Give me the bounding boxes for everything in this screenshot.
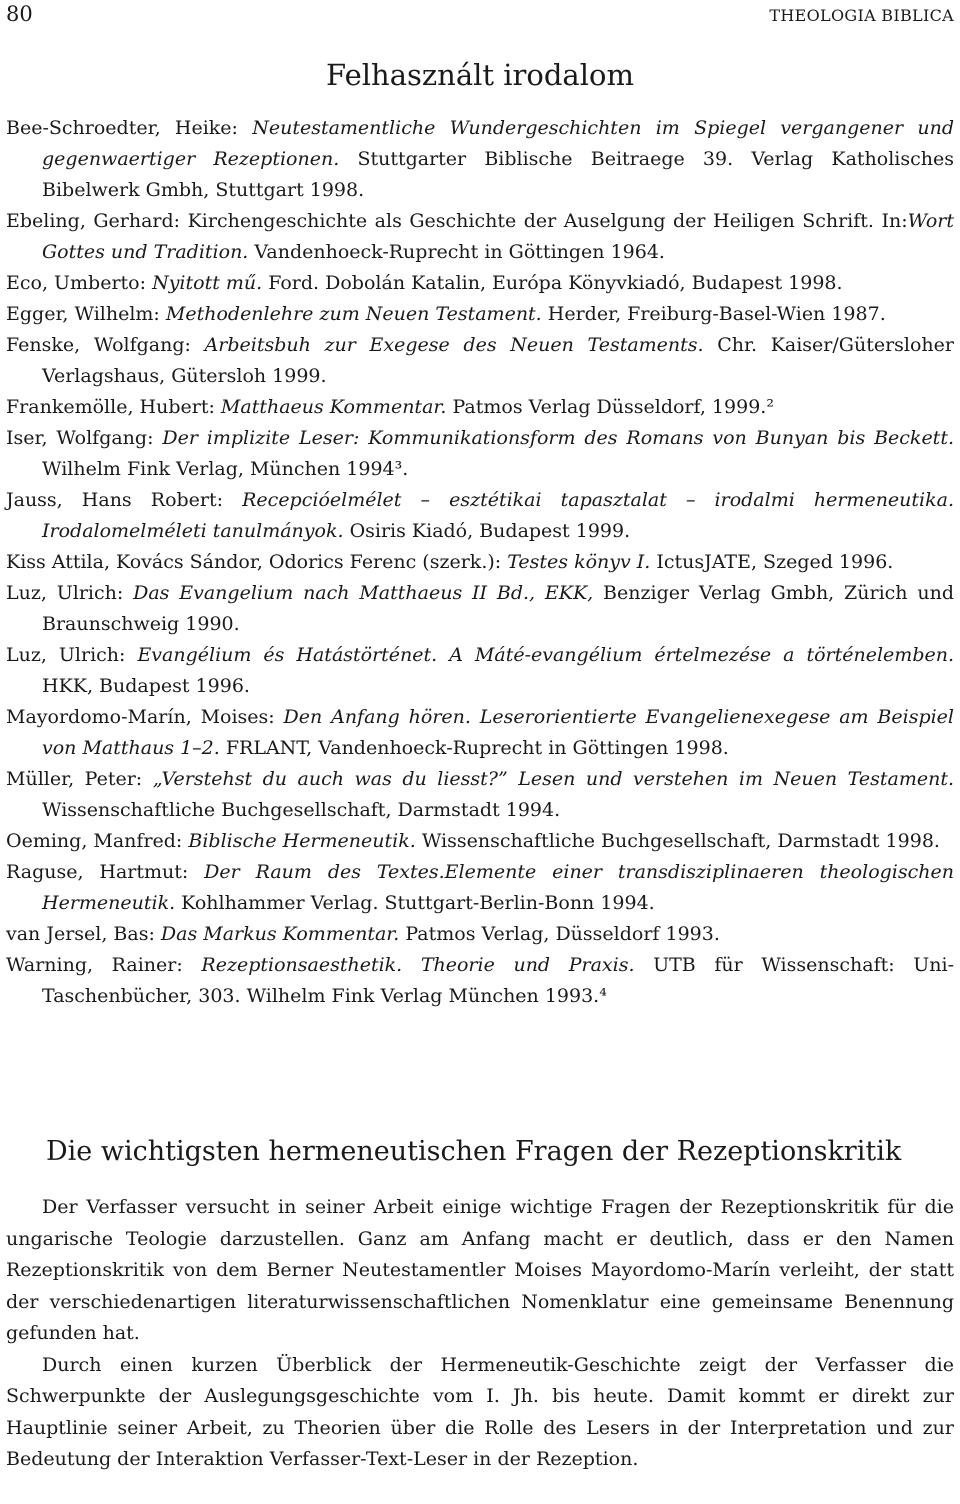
page-header	[6, 2, 954, 32]
paragraph: Der Verfasser versucht in seiner Arbeit einige wichtige Fragen der Rezeptionskritik für die ungarische Teologie darzustellen. Ganz am Anfang macht er deutlich, dass er den Namen Rezeptionskritik von dem Berner Neutestamentler Moises Mayordomo-Marín verleiht, der statt der verschiedenartigen literaturwissenschaftlichen Nomenklatur eine gemeinsame Benennung gefunden hat.	[6, 1196, 954, 1344]
running-title: THEOLOGIA BIBLICA	[769, 6, 954, 25]
bib-publication: Patmos Verlag, Düsseldorf 1993.	[399, 923, 720, 945]
bib-author: Jauss, Hans Robert:	[6, 489, 243, 511]
bib-author: Bee-Schroedter, Heike:	[6, 117, 253, 139]
bib-title: Methodenlehre zum Neuen Testament.	[165, 303, 542, 325]
bib-entry	[6, 857, 954, 919]
bib-publication: FRLANT, Vandenhoeck-Ruprecht in Göttingen 1998.	[219, 737, 729, 759]
bibliography-list	[6, 113, 954, 1012]
bib-author: Mayordomo-Marín, Moises:	[6, 706, 284, 728]
bib-title: Wort Gottes und Tradition.	[42, 210, 954, 263]
bib-entry	[6, 764, 954, 826]
bib-author: Oeming, Manfred:	[6, 830, 189, 852]
bib-publication: Wilhelm Fink Verlag, München 1994³.	[42, 458, 409, 480]
bib-title: Recepcióelmélet – esztétikai tapasztalat – irodalmi hermeneutika. Irodalomelméleti tanulmányok.	[42, 489, 955, 542]
bib-publication: Kohlhammer Verlag. Stuttgart-Berlin-Bonn 1994.	[175, 892, 655, 914]
bib-author: Egger, Wilhelm:	[6, 303, 166, 325]
bib-entry	[6, 330, 954, 392]
bib-entry	[6, 485, 954, 547]
bib-entry	[6, 547, 954, 578]
bib-entry	[6, 640, 954, 702]
bib-title: Nyitott mű.	[152, 272, 263, 294]
bib-author: van Jersel, Bas:	[6, 923, 161, 945]
bib-author: Fenske, Wolfgang:	[6, 334, 205, 356]
bib-publication: Patmos Verlag Düsseldorf, 1999.²	[446, 396, 774, 418]
bib-author: Luz, Ulrich:	[6, 644, 138, 666]
bib-title: Arbeitsbuh zur Exegese des Neuen Testaments.	[204, 334, 704, 356]
bib-publication: Ford. Dobolán Katalin, Európa Könyvkiadó, Budapest 1998.	[262, 272, 843, 294]
bib-entry	[6, 206, 954, 268]
bib-title: Matthaeus Kommentar.	[220, 396, 447, 418]
bib-author: Eco, Umberto:	[6, 272, 153, 294]
bib-title: Evangélium és Hatástörténet. A Máté-evangélium értelmezése a történelemben.	[137, 644, 955, 666]
bib-publication: HKK, Budapest 1996.	[42, 675, 250, 697]
bib-publication: IctusJATE, Szeged 1996.	[650, 551, 894, 573]
bib-title: Der Raum des Textes.Elemente einer transdisziplinaeren theologischen Hermeneutik.	[42, 861, 954, 914]
bib-publication: Benziger Verlag Gmbh, Zürich und Braunschweig 1990.	[42, 582, 954, 635]
bib-entry	[6, 578, 954, 640]
bib-publication: Wissenschaftliche Buchgesellschaft, Darmstadt 1994.	[42, 799, 561, 821]
bib-author: Luz, Ulrich:	[6, 582, 134, 604]
bib-author: Frankemölle, Hubert:	[6, 396, 221, 418]
bib-author: Iser, Wolfgang:	[6, 427, 163, 449]
bib-publication-2: Vandenhoeck-Ruprecht in Göttingen 1964.	[248, 241, 665, 263]
bib-title: Das Markus Kommentar.	[160, 923, 400, 945]
bib-publication: Osiris Kiadó, Budapest 1999.	[343, 520, 631, 542]
bib-author: Ebeling, Gerhard:	[6, 210, 188, 232]
bib-publication: UTB für Wissenschaft: Uni-Taschenbücher, 303. Wilhelm Fink Verlag München 1993.⁴	[42, 954, 955, 1007]
section-heading: Die wichtigsten hermeneutischen Fragen der Rezeptionskritik	[46, 1136, 902, 1167]
bib-title: Neutestamentliche Wundergeschichten im Spiegel vergangener und gegenwaertiger Rezeptionen.	[42, 117, 954, 170]
bib-author: Raguse, Hartmut:	[6, 861, 205, 883]
bib-publication: Stuttgarter Biblische Beitraege 39. Verlag Katholisches Bibelwerk Gmbh, Stuttgart 1998.	[42, 148, 954, 201]
bib-title: Das Evangelium nach Matthaeus II Bd., EKK,	[133, 582, 594, 604]
bib-author: Kiss Attila, Kovács Sándor, Odorics Ferenc (szerk.):	[6, 551, 508, 573]
body-text	[6, 1192, 954, 1476]
bib-entry	[6, 950, 954, 1012]
bib-entry	[6, 423, 954, 485]
bib-title: Testes könyv I.	[507, 551, 651, 573]
bib-entry	[6, 392, 954, 423]
bib-title: Der implizite Leser: Kommunikationsform des Romans von Bunyan bis Beckett.	[162, 427, 954, 449]
bib-title: Den Anfang hören. Leserorientierte Evangelienexegese am Beispiel von Matthaus 1–2.	[42, 706, 954, 759]
bib-entry	[6, 826, 954, 857]
paragraph: Durch einen kurzen Überblick der Hermeneutik-Geschichte zeigt der Verfasser die Schwerpunkte der Auslegungsgeschichte vom I. Jh. bis heute. Damit kommt er direkt zur Hauptlinie seiner Arbeit, zu Theorien über die Rolle des Lesers in der Interpretation und zur Bedeutung der Interaktion Verfasser-Text-Leser in der Rezeption.	[6, 1353, 954, 1470]
bib-title: Rezeptionsaesthetik. Theorie und Praxis.	[201, 954, 635, 976]
page-number: 80	[6, 2, 33, 26]
section-title: Felhasznált irodalom	[326, 58, 634, 92]
bib-author: Müller, Peter:	[6, 768, 153, 790]
bib-publication: Kirchengeschichte als Geschichte der Auselgung der Heiligen Schrift. In:	[187, 210, 908, 232]
bib-entry	[6, 919, 954, 950]
bib-title: Biblische Hermeneutik.	[188, 830, 416, 852]
bib-entry	[6, 268, 954, 299]
bib-author: Warning, Rainer:	[6, 954, 202, 976]
bib-entry	[6, 702, 954, 764]
bib-publication: Herder, Freiburg-Basel-Wien 1987.	[541, 303, 886, 325]
bib-publication: Chr. Kaiser/Gütersloher Verlagshaus, Gütersloh 1999.	[42, 334, 954, 387]
bib-publication: Wissenschaftliche Buchgesellschaft, Darmstadt 1998.	[415, 830, 940, 852]
bib-title: „Verstehst du auch was du liesst?” Lesen und verstehen im Neuen Testament.	[152, 768, 954, 790]
bib-entry	[6, 113, 954, 206]
bib-entry	[6, 299, 954, 330]
